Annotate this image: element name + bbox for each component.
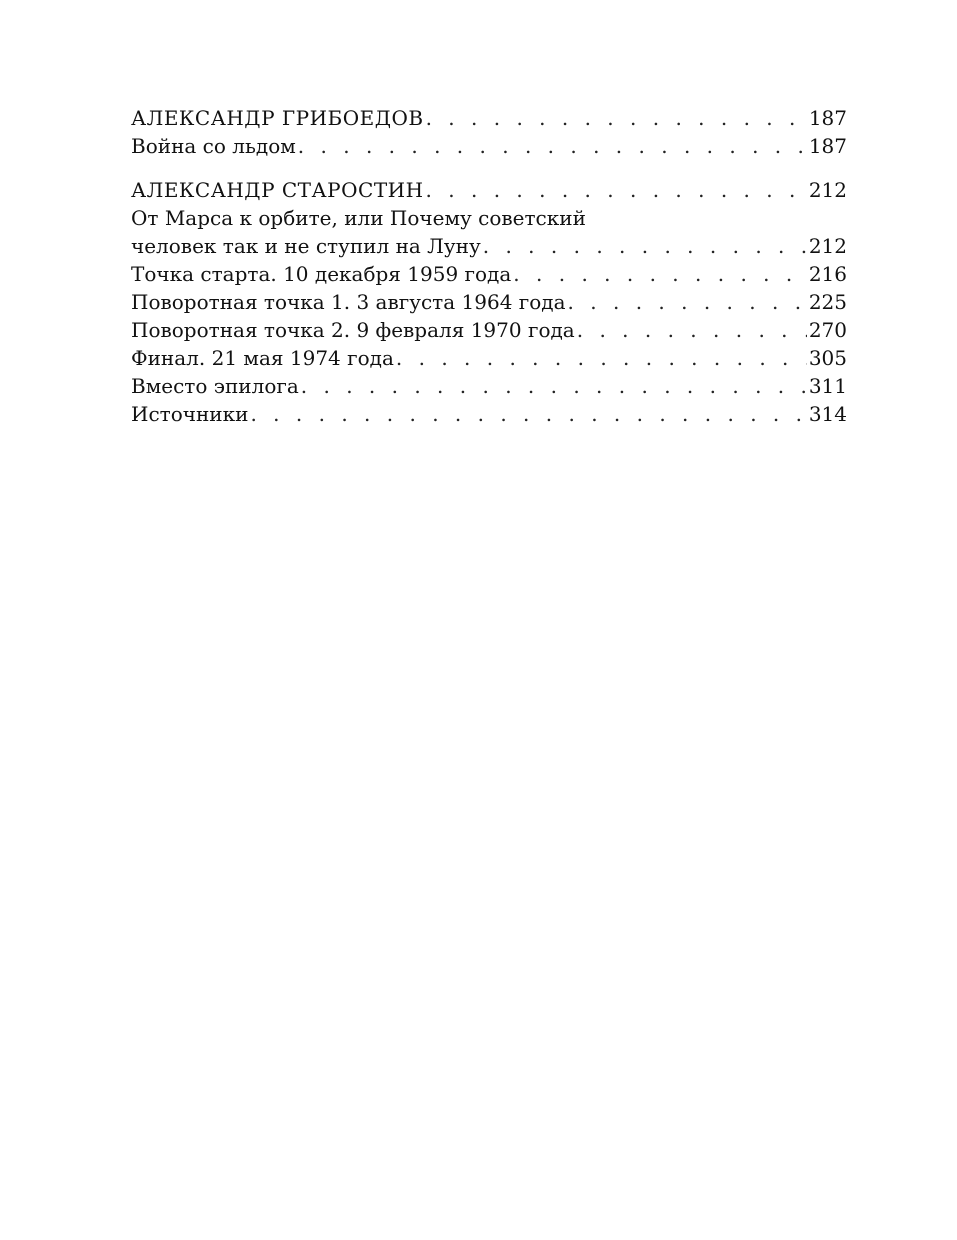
toc-dot-leader: [301, 372, 807, 400]
toc-author-line[interactable]: [131, 104, 847, 132]
toc-dot-leader: [298, 132, 807, 160]
toc-page-number: 225: [808, 290, 847, 314]
toc-entry[interactable]: [131, 316, 847, 344]
toc-page-number: 314: [808, 402, 847, 426]
toc-entry-title: От Марса к орбите, или Почему советский: [131, 206, 586, 230]
toc-dot-leader: [396, 344, 807, 372]
toc-page-number: 216: [808, 262, 847, 286]
toc-section-starostin: [131, 176, 847, 428]
toc-entry-title: Финал. 21 мая 1974 года: [131, 346, 394, 370]
toc-dot-leader: [426, 176, 807, 204]
toc-entry[interactable]: [131, 400, 847, 428]
toc-page-number: 187: [808, 134, 847, 158]
toc-section-griboedov: [131, 104, 847, 160]
toc-page-number: 212: [808, 178, 847, 202]
toc-dot-leader: [483, 232, 807, 260]
toc-entry[interactable]: [131, 132, 847, 160]
toc-entry-title: Точка старта. 10 декабря 1959 года: [131, 262, 512, 286]
toc-entry[interactable]: [131, 372, 847, 400]
toc-author-line[interactable]: [131, 176, 847, 204]
toc-entry-title: Источники: [131, 402, 249, 426]
toc-page-number: 270: [808, 318, 847, 342]
toc-page-number: 311: [808, 374, 847, 398]
table-of-contents: [131, 104, 847, 444]
toc-entry-title: Поворотная точка 2. 9 февраля 1970 года: [131, 318, 575, 342]
toc-dot-leader: [250, 400, 806, 428]
toc-entry[interactable]: [131, 232, 847, 260]
toc-entry-title: человек так и не ступил на Луну: [131, 234, 481, 258]
toc-page-number: 305: [808, 346, 847, 370]
toc-entry-title: Война со льдом: [131, 134, 296, 158]
toc-entry[interactable]: [131, 344, 847, 372]
toc-dot-leader: [577, 316, 807, 344]
toc-page-number: 187: [808, 106, 847, 130]
toc-entry-title: Поворотная точка 1. 3 августа 1964 года: [131, 290, 566, 314]
toc-page-number: 212: [808, 234, 847, 258]
toc-dot-leader: [426, 104, 807, 132]
toc-dot-leader: [568, 288, 807, 316]
toc-author-title: АЛЕКСАНДР СТАРОСТИН: [131, 178, 424, 202]
toc-dot-leader: [513, 260, 807, 288]
toc-entry-title: Вместо эпилога: [131, 374, 299, 398]
toc-entry-title-first-line[interactable]: [131, 204, 847, 232]
toc-entry[interactable]: [131, 260, 847, 288]
toc-author-title: АЛЕКСАНДР ГРИБОЕДОВ: [131, 106, 424, 130]
toc-entry[interactable]: [131, 288, 847, 316]
